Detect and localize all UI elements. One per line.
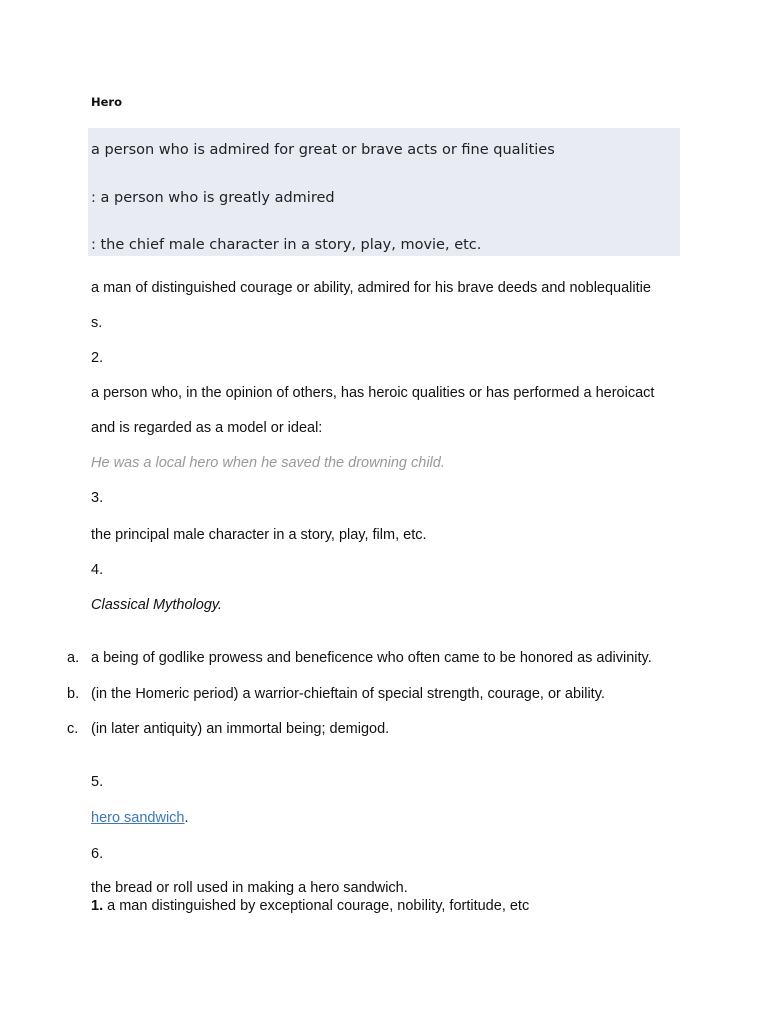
final-text: a man distinguished by exceptional courage, nobility, fortitude, etc [103,898,530,914]
final-number: 1. [91,898,104,914]
entry-number: 6. [91,846,104,862]
definition-text: a person who, in the opinion of others, has heroic qualities or has performed a heroicact [91,385,655,401]
definition-text: and is regarded as a model or ideal: [91,420,323,436]
list-marker: b. [67,686,80,702]
entry-number: 5. [91,774,104,790]
definition-text: s. [91,315,103,331]
page-title: Hero [91,95,122,109]
definition-text: the bread or roll used in making a hero sandwich. [91,880,408,896]
hero-sandwich-link[interactable]: hero sandwich [91,810,185,826]
list-item: a being of godlike prowess and beneficence who often came to be honored as adivinity. [91,650,652,666]
definition-text: a man of distinguished courage or ability, admired for his brave deeds and noblequalitie [91,280,651,296]
definition-line: : the chief male character in a story, play, movie, etc. [91,237,482,253]
entry-number: 2. [91,350,104,366]
entry-number: 3. [91,490,104,506]
definition-line: a person who is admired for great or brave acts or fine qualities [91,142,555,158]
link-suffix: . [184,810,189,826]
list-item: (in the Homeric period) a warrior-chieftain of special strength, courage, or ability. [91,686,605,702]
final-definition [91,898,529,914]
domain-label: Classical Mythology. [91,597,223,613]
list-marker: c. [67,721,79,737]
definition-line: : a person who is greatly admired [91,190,335,206]
definitions-box [88,128,680,256]
entry-number: 4. [91,562,104,578]
entry-link-line [91,810,189,826]
list-item: (in later antiquity) an immortal being; demigod. [91,721,390,737]
example-sentence: He was a local hero when he saved the drowning child. [91,455,445,471]
list-marker: a. [67,650,80,666]
definition-text: the principal male character in a story, play, film, etc. [91,527,427,543]
